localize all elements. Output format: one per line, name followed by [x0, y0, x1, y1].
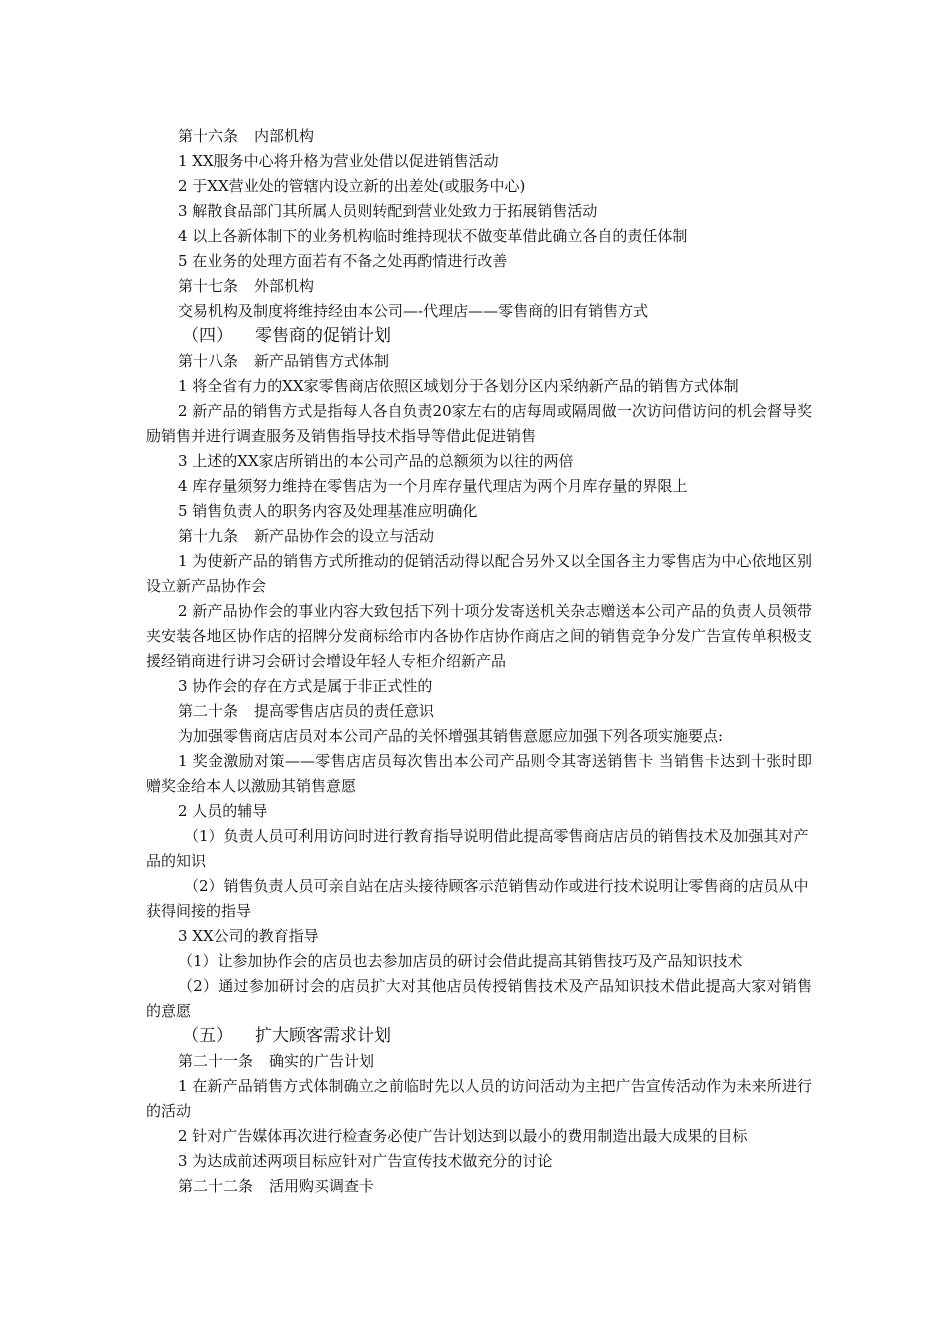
section-heading	[146, 324, 812, 349]
article-title: 新产品销售方式体制	[254, 352, 390, 370]
body-paragraph: 2 针对广告媒体再次进行检查务必使广告计划达到以最小的费用制造出最大成果的目标	[178, 1127, 748, 1145]
document-body	[146, 124, 812, 1199]
body-paragraph: （2）销售负责人员可亲自站在店头接待顾客示范销售动作或进行技术说明让零售商的店员从中获得间接的指导	[146, 877, 809, 920]
body-paragraph: 1 为使新产品的销售方式所推动的促销活动得以配合另外又以全国各主力零售店为中心依地区别设立新产品协作会	[146, 552, 812, 595]
article-number: 第十六条	[178, 127, 239, 145]
article-heading	[146, 524, 812, 549]
article-title: 活用购买调查卡	[269, 1177, 375, 1195]
article-number: 第十九条	[178, 527, 239, 545]
body-line: 为加强零售商店店员对本公司产品的关怀增强其销售意愿应加强下列各项实施要点:	[178, 727, 724, 745]
body-paragraph: 1 在新产品销售方式体制确立之前临时先以人员的访问活动为主把广告宣传活动作为未来所进行的活动	[146, 1077, 812, 1120]
article-title: 提高零售店店员的责任意识	[254, 702, 435, 720]
article-number: 第十七条	[178, 277, 239, 295]
body-line: 5 在业务的处理方面若有不备之处再酌情进行改善	[178, 252, 508, 270]
body-line: 3 为达成前述两项目标应针对广告宣传技术做充分的讨论	[178, 1152, 553, 1170]
body-paragraph: 2 新产品的销售方式是指每人各自负责20家左右的店每周或隔周做一次访问借访问的机会督导奖励销售并进行调查服务及销售指导技术指导等借此促进销售	[146, 402, 812, 445]
article-title: 新产品协作会的设立与活动	[254, 527, 435, 545]
body-line: （1）让参加协作会的店员也去参加店员的研讨会借此提高其销售技巧及产品知识技术	[178, 952, 743, 970]
article-heading	[146, 349, 812, 374]
article-title: 确实的广告计划	[269, 1052, 375, 1070]
body-line: 3 协作会的存在方式是属于非正式性的	[178, 677, 433, 695]
body-line: 4 库存量须努力维持在零售店为一个月库存量代理店为两个月库存量的界限上	[178, 477, 688, 495]
article-number: 第二十条	[178, 702, 239, 720]
section-heading	[146, 1024, 812, 1049]
document-lines	[146, 124, 812, 1199]
article-number: 第二十二条	[178, 1177, 254, 1195]
body-line: 4 以上各新体制下的业务机构临时维持现状不做变革借此确立各自的责任体制	[178, 227, 688, 245]
article-number: 第二十一条	[178, 1052, 254, 1070]
body-paragraph: 1 奖金激励对策——零售店店员每次售出本公司产品则令其寄送销售卡 当销售卡达到十张时即赠奖金给本人以激励其销售意愿	[146, 752, 812, 795]
body-paragraph: 2 新产品协作会的事业内容大致包括下列十项分发寄送机关杂志赠送本公司产品的负责人员领带夹安装各地区协作店的招牌分发商标给市内各协作店协作商店之间的销售竞争分发广告宣传单积极支援经销商进行讲习会研讨会增设年轻人专柜介绍新产品	[146, 602, 812, 670]
article-heading	[146, 1049, 812, 1074]
body-paragraph: （1）负责人员可利用访问时进行教育指导说明借此提高零售商店店员的销售技术及加强其对产品的知识	[146, 827, 809, 870]
section-title: 扩大顾客需求计划	[255, 1026, 391, 1046]
body-line: 2 于XX营业处的管辖内设立新的出差处(或服务中心)	[178, 177, 526, 195]
body-line: 5 销售负责人的职务内容及处理基准应明确化	[178, 502, 478, 520]
body-line: 3 解散食品部门其所属人员则转配到营业处致力于拓展销售活动	[178, 202, 598, 220]
section-number: （四）	[182, 326, 233, 346]
article-heading	[146, 1174, 812, 1199]
body-line: 交易机构及制度将维持经由本公司—-代理店——零售商的旧有销售方式	[178, 302, 649, 320]
article-number: 第十八条	[178, 352, 239, 370]
article-title: 外部机构	[254, 277, 315, 295]
body-line: 2 人员的辅导	[178, 802, 268, 820]
body-line: 1 XX服务中心将升格为营业处借以促进销售活动	[178, 152, 499, 170]
section-number: （五）	[182, 1026, 233, 1046]
article-heading	[146, 274, 812, 299]
body-line: 3 XX公司的教育指导	[178, 927, 319, 945]
body-paragraph: （2）通过参加研讨会的店员扩大对其他店员传授销售技术及产品知识技术借此提高大家对销售的意愿	[146, 977, 812, 1020]
article-heading	[146, 124, 812, 149]
article-heading	[146, 699, 812, 724]
body-line: 1 将全省有力的XX家零售商店依照区域划分于各划分区内采纳新产品的销售方式体制	[178, 377, 739, 395]
section-title: 零售商的促销计划	[255, 326, 391, 346]
article-title: 内部机构	[254, 127, 315, 145]
body-line: 3 上述的XX家店所销出的本公司产品的总额须为以往的两倍	[178, 452, 574, 470]
